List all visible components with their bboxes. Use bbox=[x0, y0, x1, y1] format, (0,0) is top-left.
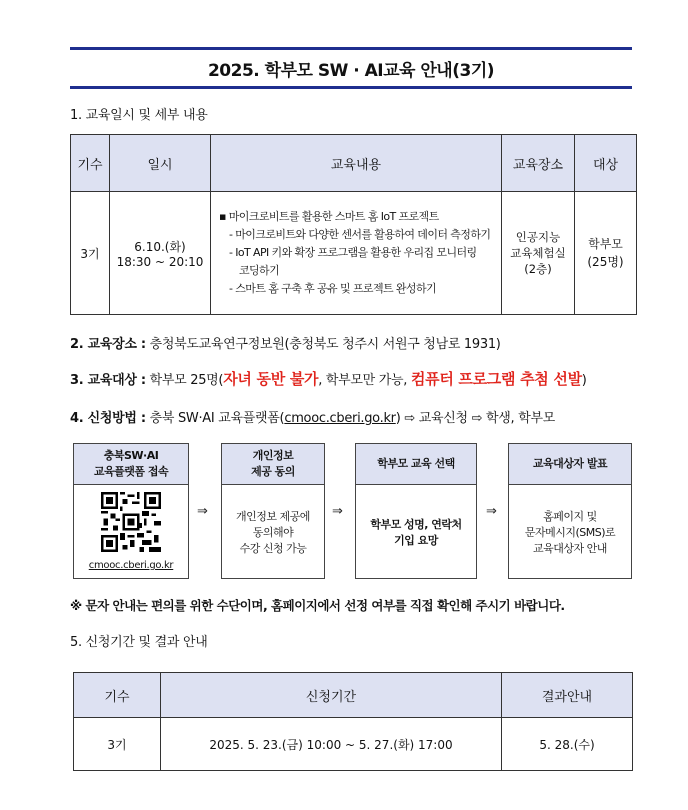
flow-step-head bbox=[222, 444, 324, 485]
section-1-heading: 1. 교육일시 및 세부 내용 bbox=[70, 108, 208, 123]
flow-step-announce bbox=[508, 443, 632, 579]
cell-datetime bbox=[110, 192, 211, 315]
section-3 bbox=[70, 368, 587, 389]
flow-body-line: 동의해야 bbox=[252, 526, 294, 539]
target-line: (25명) bbox=[587, 255, 624, 269]
section-4-suffix: ) ⇨ 교육신청 ⇨ 학생, 학부모 bbox=[395, 411, 555, 426]
qr-code-icon[interactable] bbox=[101, 492, 161, 552]
section-3-label: 3. 교육대상 : bbox=[70, 373, 146, 388]
period-header-row bbox=[74, 673, 633, 718]
flow-arrow-icon: ⇒ bbox=[332, 504, 343, 519]
flow-arrow-icon: ⇒ bbox=[197, 504, 208, 519]
flow-body-line: 수강 신청 가능 bbox=[239, 542, 307, 555]
content-line: 코딩하기 bbox=[239, 264, 280, 277]
flow-step-select bbox=[355, 443, 477, 579]
flow-body-line: 기입 요망 bbox=[394, 534, 438, 547]
flow-step-body bbox=[222, 485, 324, 581]
header-target: 대상 bbox=[575, 135, 637, 192]
qr-url-link[interactable]: cmooc.cberi.go.kr bbox=[88, 560, 174, 571]
section-3-mid: , 학부모만 가능, bbox=[318, 373, 411, 388]
cell-place bbox=[502, 192, 575, 315]
flow-step-consent bbox=[221, 443, 325, 579]
header-result: 결과안내 bbox=[502, 673, 633, 718]
flow-head-line: 교육대상자 발표 bbox=[532, 457, 608, 470]
flow-step-platform bbox=[73, 443, 189, 579]
flow-step-head bbox=[509, 444, 631, 485]
flow-step-body bbox=[356, 485, 476, 581]
section-5-heading: 5. 신청기간 및 결과 안내 bbox=[70, 635, 208, 650]
flow-step-head bbox=[74, 444, 188, 485]
cell-cohort: 3기 bbox=[71, 192, 110, 315]
place-line: (2층) bbox=[524, 262, 552, 276]
flow-step-body bbox=[74, 485, 188, 581]
content-line: ▪ 마이크로비트를 활용한 스마트 홈 IoT 프로젝트 bbox=[219, 210, 439, 223]
flow-body-line: 문자메시지(SMS)로 bbox=[524, 526, 616, 539]
flow-head-line: 개인정보 bbox=[252, 449, 294, 462]
cell-period: 2025. 5. 23.(금) 10:00 ~ 5. 27.(화) 17:00 bbox=[161, 718, 502, 771]
platform-link[interactable]: cmooc.cberi.go.kr bbox=[284, 411, 396, 426]
section-4-label: 4. 신청방법 : bbox=[70, 411, 146, 426]
section-3-suffix: ) bbox=[581, 373, 587, 388]
schedule-row bbox=[71, 192, 637, 315]
cell-content bbox=[211, 192, 502, 315]
section-3-prefix: 학부모 25명( bbox=[149, 373, 224, 388]
place-line: 인공지능 bbox=[515, 230, 561, 244]
section-4 bbox=[70, 407, 555, 426]
header-cohort: 기수 bbox=[74, 673, 161, 718]
header-content: 교육내용 bbox=[211, 135, 502, 192]
place-line: 교육체험실 bbox=[510, 246, 566, 260]
cell-result: 5. 28.(수) bbox=[502, 718, 633, 771]
section-2-value: 충청북도교육연구정보원(충청북도 청주시 서원구 청남로 1931) bbox=[149, 337, 501, 352]
header-place: 교육장소 bbox=[502, 135, 575, 192]
section-4-prefix: 충북 SW·AI 교육플랫폼( bbox=[149, 411, 285, 426]
cell-cohort: 3기 bbox=[74, 718, 161, 771]
flow-head-line: 학부모 교육 선택 bbox=[377, 457, 455, 470]
flow-step-body bbox=[509, 485, 631, 581]
schedule-table bbox=[70, 134, 637, 315]
flow-head-line: 제공 동의 bbox=[251, 465, 295, 478]
flow-arrow-icon: ⇒ bbox=[486, 504, 497, 519]
header-cohort: 기수 bbox=[71, 135, 110, 192]
period-row bbox=[74, 718, 633, 771]
section-2 bbox=[70, 333, 501, 352]
content-line: - 스마트 홈 구축 후 공유 및 프로젝트 완성하기 bbox=[229, 282, 437, 295]
period-table bbox=[73, 672, 633, 771]
cell-target bbox=[575, 192, 637, 315]
section-2-label: 2. 교육장소 : bbox=[70, 337, 146, 352]
document-title-box bbox=[70, 47, 632, 89]
sms-notice: ※ 문자 안내는 편의를 위한 수단이며, 홈페이지에서 선정 여부를 직접 확인해 주시기 바랍니다. bbox=[70, 598, 565, 613]
content-line: - IoT API 키와 확장 프로그램을 활용한 우리집 모니터링 bbox=[229, 246, 477, 259]
flow-head-line: 충북SW·AI bbox=[103, 449, 159, 462]
no-children-notice: 자녀 동반 불가 bbox=[223, 370, 319, 388]
flow-body-line: 개인정보 제공에 bbox=[236, 510, 310, 523]
flow-body-line: 홈페이지 및 bbox=[543, 510, 597, 523]
flow-step-head bbox=[356, 444, 476, 485]
flow-body-line: 학부모 성명, 연락처 bbox=[370, 518, 462, 531]
content-line: - 마이크로비트와 다양한 센서를 활용하여 데이터 측정하기 bbox=[229, 228, 491, 241]
header-datetime: 일시 bbox=[110, 135, 211, 192]
header-period: 신청기간 bbox=[161, 673, 502, 718]
document-title: 2025. 학부모 SW · AI교육 안내(3기) bbox=[207, 60, 495, 81]
cell-time: 18:30 ~ 20:10 bbox=[116, 254, 204, 269]
schedule-header-row bbox=[71, 135, 637, 192]
flow-head-line: 교육플랫폼 접속 bbox=[93, 465, 169, 478]
cell-date: 6.10.(화) bbox=[134, 239, 186, 254]
flow-body-line: 교육대상자 안내 bbox=[533, 542, 607, 555]
target-line: 학부모 bbox=[588, 237, 623, 251]
lottery-notice: 컴퓨터 프로그램 추첨 선발 bbox=[410, 370, 582, 388]
